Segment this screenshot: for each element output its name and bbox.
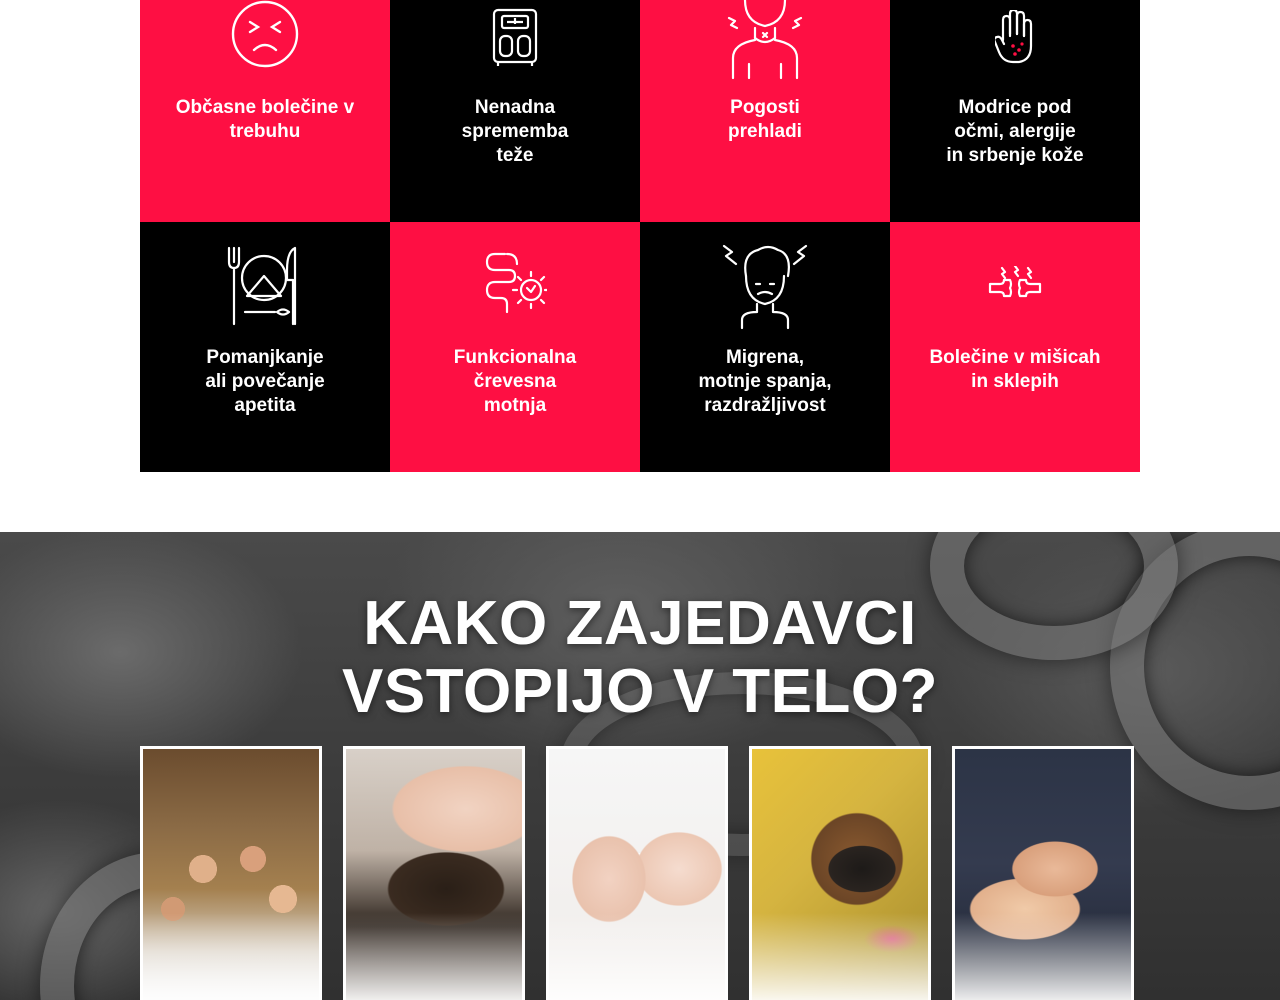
symptoms-grid — [140, 0, 1140, 472]
entry-photos — [140, 746, 1140, 1000]
washing-hands-photo — [546, 746, 728, 1000]
symptom-label: Pomanjkanje ali povečanje apetita — [205, 347, 325, 416]
dog-photo — [749, 746, 931, 1000]
handshake-photo — [952, 746, 1134, 1000]
joint-pain-icon — [988, 266, 1042, 306]
symptom-label: Občasne bolečine v trebuhu — [175, 97, 355, 142]
sore-throat-icon — [723, 0, 807, 80]
symptom-label: Modrice pod očmi, alergije in srbenje kože — [946, 97, 1084, 166]
section-title: KAKO ZAJEDAVCI VSTOPIJO V TELO? — [342, 589, 938, 726]
symptom-label: Funkcionalna črevesna motnja — [453, 347, 577, 416]
symptom-tile-weight-change — [390, 0, 640, 222]
symptom-tile-joint-pain — [890, 222, 1140, 472]
bathroom-scale-icon — [485, 8, 545, 72]
symptom-label: Nenadna sprememba teže — [461, 97, 569, 166]
symptom-tile-appetite — [140, 222, 390, 472]
soil-photo — [343, 746, 525, 1000]
symptom-label: Pogosti prehladi — [728, 97, 802, 142]
symptom-tile-intestine — [390, 222, 640, 472]
symptom-label: Bolečine v mišicah in sklepih — [929, 347, 1101, 392]
symptom-label: Migrena, motnje spanja, razdražljivost — [698, 347, 832, 416]
sad-face-icon — [230, 0, 300, 70]
plate-cutlery-icon — [225, 244, 305, 328]
intestine-icon — [483, 252, 547, 316]
restaurant-photo — [140, 746, 322, 1000]
symptom-tile-colds — [640, 0, 890, 222]
symptom-tile-skin — [890, 0, 1140, 222]
symptom-tile-abdominal-pain — [140, 0, 390, 222]
parasite-entry-section — [0, 532, 1280, 1000]
itchy-hand-icon — [995, 10, 1035, 70]
symptom-tile-migraine — [640, 222, 890, 472]
headache-icon — [720, 240, 810, 330]
